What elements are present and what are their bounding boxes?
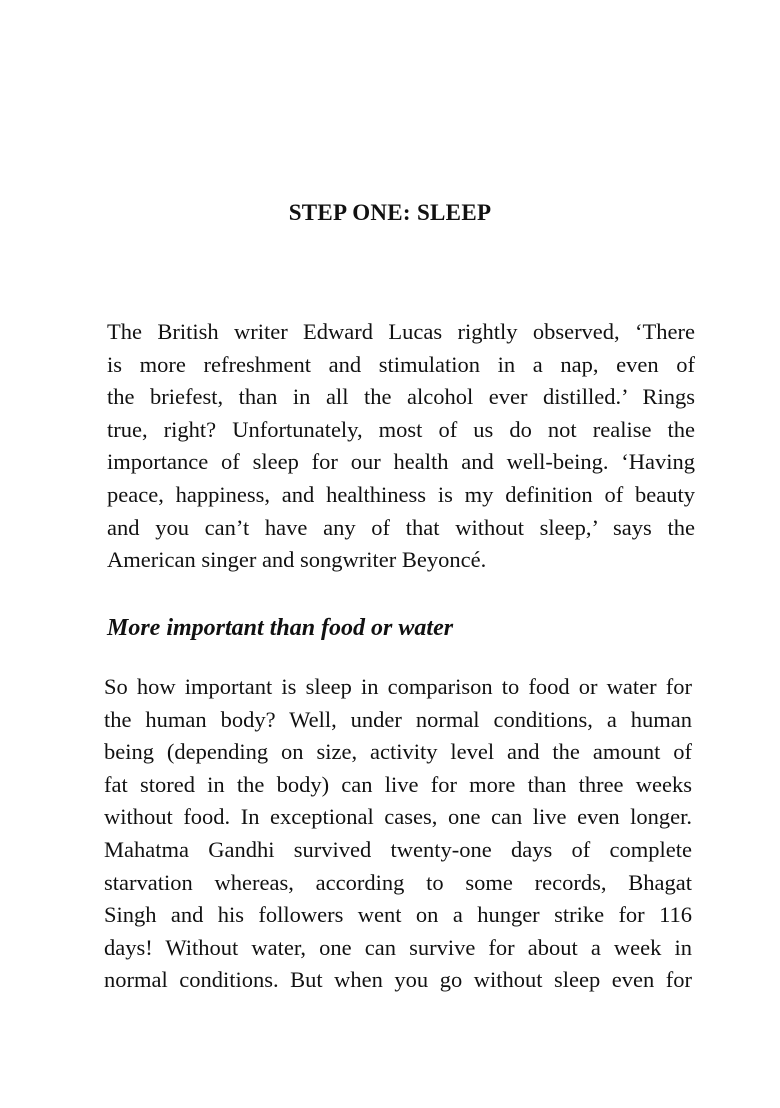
text-line: and you can’t have any of that without sleep,’ says the	[107, 514, 695, 540]
text-line: the human body? Well, under normal conditions, a human	[104, 706, 692, 732]
text-line: days! Without water, one can survive for about a week in	[104, 934, 692, 960]
text-line: starvation whereas, according to some records, Bhagat	[104, 869, 692, 895]
text-line: Singh and his followers went on a hunger strike for 116	[104, 902, 692, 928]
text-line: the briefest, than in all the alcohol ever distilled.’ Rings	[107, 384, 695, 410]
text-line: So how important is sleep in comparison to food or water for	[104, 674, 692, 699]
body-paragraph	[104, 671, 692, 997]
text-line: true, right? Unfortunately, most of us do not realise the	[107, 416, 695, 442]
text-line: fat stored in the body) can live for more than three weeks	[104, 771, 692, 797]
text-line: normal conditions. But when you go without sleep even for	[104, 967, 692, 993]
text-line: being (depending on size, activity level and the amount of	[104, 739, 692, 765]
chapter-title: STEP ONE: SLEEP	[288, 200, 492, 225]
section-subheading: More important than food or water	[107, 615, 454, 641]
text-line: peace, happiness, and healthiness is my definition of beauty	[107, 481, 695, 507]
text-line: importance of sleep for our health and well-being. ‘Having	[107, 449, 695, 475]
intro-paragraph	[107, 316, 695, 577]
text-line: American singer and songwriter Beyoncé.	[107, 547, 487, 573]
text-line: is more refreshment and stimulation in a nap, even of	[107, 351, 695, 377]
text-line: The British writer Edward Lucas rightly observed, ‘There	[107, 319, 695, 344]
text-line: Mahatma Gandhi survived twenty-one days of complete	[104, 836, 692, 862]
text-line: without food. In exceptional cases, one can live even longer.	[104, 804, 692, 830]
